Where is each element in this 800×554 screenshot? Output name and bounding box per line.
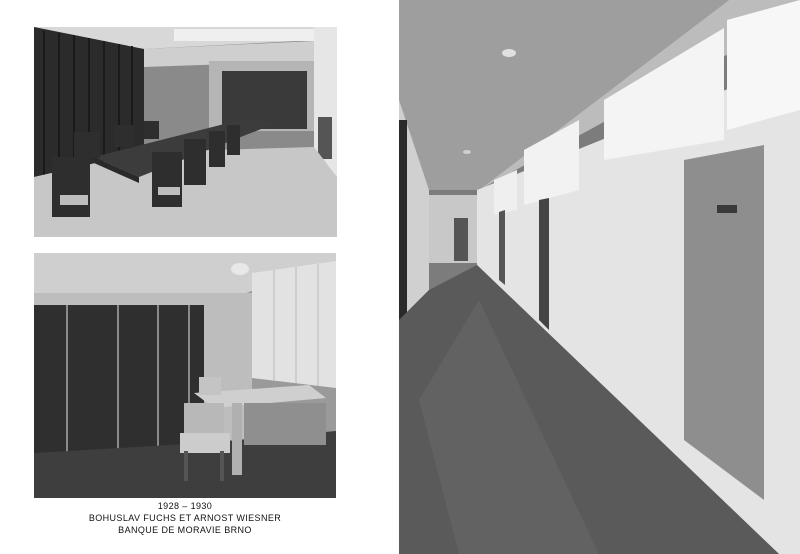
boardroom-image	[34, 27, 337, 237]
caption-building: BANQUE DE MORAVIE BRNO	[118, 525, 252, 535]
office-photo	[34, 253, 336, 498]
photo-caption	[34, 500, 336, 536]
office-image	[34, 253, 336, 498]
corridor-photo	[399, 0, 800, 554]
corridor-image	[399, 0, 800, 554]
caption-architects: BOHUSLAV FUCHS ET ARNOST WIESNER	[88, 513, 282, 523]
boardroom-photo	[34, 27, 337, 237]
caption-years: 1928 – 1930	[157, 501, 213, 511]
